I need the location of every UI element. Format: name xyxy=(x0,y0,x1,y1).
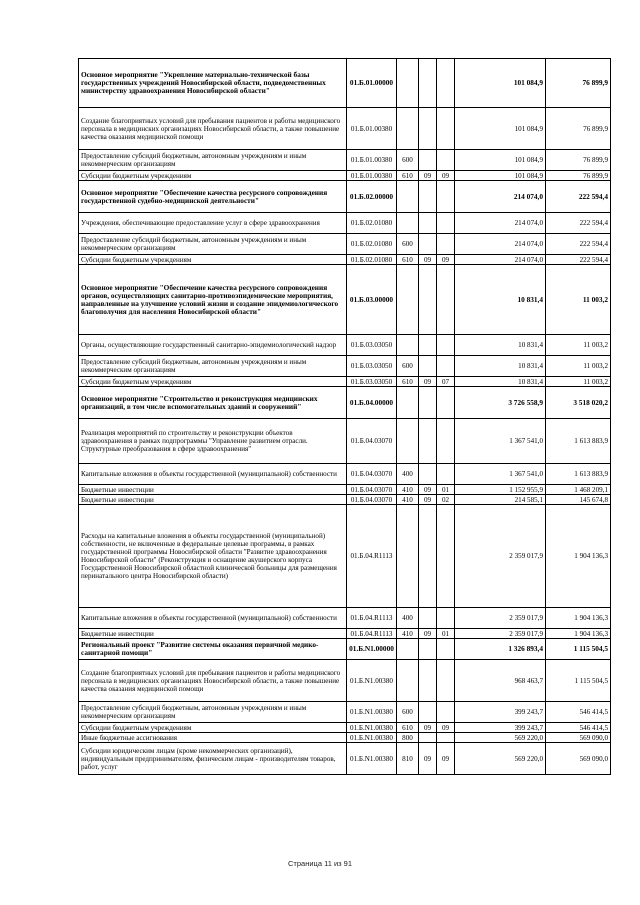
expense-type-cell xyxy=(397,181,419,213)
expense-type-cell xyxy=(397,59,419,108)
expense-type-cell: 600 xyxy=(397,150,419,171)
amount-year-1-cell: 214 074,0 xyxy=(455,181,546,213)
amount-year-1-cell: 3 726 558,9 xyxy=(455,387,546,419)
amount-year-2-cell: 11 003,2 xyxy=(546,356,611,377)
row-name-cell: Основное мероприятие "Обеспечение качества ресурсного сопровождения государственной судебно-медицинской деятельности" xyxy=(79,181,347,213)
subsection-cell xyxy=(437,505,455,608)
expense-type-cell xyxy=(397,419,419,464)
budget-table xyxy=(78,58,611,775)
section-cell: 09 xyxy=(419,723,437,733)
expense-type-cell xyxy=(397,660,419,702)
expense-type-cell xyxy=(397,639,419,660)
amount-year-1-cell: 101 084,9 xyxy=(455,108,546,150)
amount-year-1-cell: 101 084,9 xyxy=(455,150,546,171)
subsection-cell: 02 xyxy=(437,495,455,505)
subsection-cell xyxy=(437,702,455,723)
target-code-cell: 01.Б.N1.00380 xyxy=(347,743,397,775)
section-cell xyxy=(419,59,437,108)
subsection-cell xyxy=(437,234,455,255)
expense-type-cell: 610 xyxy=(397,255,419,265)
expense-type-cell xyxy=(397,213,419,234)
table-row xyxy=(79,59,611,108)
amount-year-2-cell: 76 899,9 xyxy=(546,150,611,171)
target-code-cell: 01.Б.02.01080 xyxy=(347,213,397,234)
subsection-cell: 09 xyxy=(437,723,455,733)
section-cell xyxy=(419,419,437,464)
subsection-cell xyxy=(437,59,455,108)
subsection-cell xyxy=(437,660,455,702)
section-cell xyxy=(419,108,437,150)
amount-year-1-cell: 214 074,0 xyxy=(455,213,546,234)
subsection-cell xyxy=(437,150,455,171)
table-row xyxy=(79,702,611,723)
subsection-cell xyxy=(437,213,455,234)
expense-type-cell: 600 xyxy=(397,234,419,255)
table-row xyxy=(79,255,611,265)
subsection-cell xyxy=(437,419,455,464)
amount-year-1-cell: 1 367 541,0 xyxy=(455,419,546,464)
table-row xyxy=(79,108,611,150)
row-name-cell: Основное мероприятие "Строительство и реконструкция медицинских организаций, в том числе вспомогательных зданий и сооружений" xyxy=(79,387,347,419)
section-cell xyxy=(419,733,437,743)
amount-year-2-cell: 1 613 883,9 xyxy=(546,419,611,464)
section-cell: 09 xyxy=(419,377,437,387)
target-code-cell: 01.Б.01.00380 xyxy=(347,150,397,171)
row-name-cell: Субсидии бюджетным учреждениям xyxy=(79,723,347,733)
target-code-cell: 01.Б.04.03070 xyxy=(347,495,397,505)
target-code-cell: 01.Б.04.00000 xyxy=(347,387,397,419)
table-row xyxy=(79,495,611,505)
expense-type-cell: 410 xyxy=(397,485,419,495)
target-code-cell: 01.Б.04.R1113 xyxy=(347,505,397,608)
expense-type-cell: 610 xyxy=(397,377,419,387)
subsection-cell xyxy=(437,464,455,485)
amount-year-2-cell: 1 613 883,9 xyxy=(546,464,611,485)
section-cell xyxy=(419,639,437,660)
amount-year-1-cell: 214 074,0 xyxy=(455,234,546,255)
table-row xyxy=(79,181,611,213)
row-name-cell: Региональный проект "Развитие системы оказания первичной медико-санитарной помощи" xyxy=(79,639,347,660)
section-cell xyxy=(419,356,437,377)
subsection-cell xyxy=(437,356,455,377)
section-cell xyxy=(419,335,437,356)
table-row xyxy=(79,485,611,495)
amount-year-1-cell: 1 326 893,4 xyxy=(455,639,546,660)
expense-type-cell: 610 xyxy=(397,171,419,181)
expense-type-cell xyxy=(397,265,419,335)
amount-year-1-cell: 10 831,4 xyxy=(455,335,546,356)
amount-year-2-cell: 76 899,9 xyxy=(546,59,611,108)
section-cell xyxy=(419,234,437,255)
section-cell xyxy=(419,213,437,234)
section-cell xyxy=(419,265,437,335)
amount-year-2-cell: 3 518 020,2 xyxy=(546,387,611,419)
amount-year-2-cell: 1 115 504,5 xyxy=(546,660,611,702)
row-name-cell: Предоставление субсидий бюджетным, автономным учреждениям и иным некоммерческим организациям xyxy=(79,234,347,255)
amount-year-1-cell: 10 831,4 xyxy=(455,356,546,377)
target-code-cell: 01.Б.N1.00380 xyxy=(347,733,397,743)
amount-year-2-cell: 11 003,2 xyxy=(546,265,611,335)
target-code-cell: 01.Б.01.00380 xyxy=(347,171,397,181)
target-code-cell: 01.Б.02.01080 xyxy=(347,255,397,265)
amount-year-2-cell: 76 899,9 xyxy=(546,108,611,150)
section-cell xyxy=(419,660,437,702)
row-name-cell: Основное мероприятие "Обеспечение качества ресурсного сопровождения органов, осуществляющих санитарно-противоэпидемические мероприятия, направленные на улучшение условий жизни и создание эпидемиологического благополучия для населения Новосибирской области" xyxy=(79,265,347,335)
amount-year-1-cell: 2 359 017,9 xyxy=(455,629,546,639)
row-name-cell: Субсидии бюджетным учреждениям xyxy=(79,255,347,265)
row-name-cell: Основное мероприятие "Укрепление материально-технической базы государственных учреждений Новосибирской области, подведомственных министерству здравоохранения Новосибирской области" xyxy=(79,59,347,108)
expense-type-cell: 600 xyxy=(397,702,419,723)
table-row xyxy=(79,150,611,171)
amount-year-1-cell: 1 152 955,9 xyxy=(455,485,546,495)
table-row xyxy=(79,356,611,377)
section-cell: 09 xyxy=(419,743,437,775)
expense-type-cell xyxy=(397,108,419,150)
section-cell xyxy=(419,387,437,419)
table-row xyxy=(79,629,611,639)
table-row xyxy=(79,733,611,743)
target-code-cell: 01.Б.04.R1113 xyxy=(347,608,397,629)
expense-type-cell xyxy=(397,335,419,356)
expense-type-cell: 800 xyxy=(397,733,419,743)
expense-type-cell xyxy=(397,387,419,419)
subsection-cell xyxy=(437,608,455,629)
target-code-cell: 01.Б.03.03050 xyxy=(347,356,397,377)
subsection-cell xyxy=(437,335,455,356)
amount-year-1-cell: 2 359 017,9 xyxy=(455,608,546,629)
row-name-cell: Капитальные вложения в объекты государственной (муниципальной) собственности xyxy=(79,464,347,485)
target-code-cell: 01.Б.N1.00380 xyxy=(347,660,397,702)
section-cell xyxy=(419,464,437,485)
subsection-cell: 09 xyxy=(437,255,455,265)
expense-type-cell: 810 xyxy=(397,743,419,775)
amount-year-2-cell: 11 003,2 xyxy=(546,335,611,356)
target-code-cell: 01.Б.03.00000 xyxy=(347,265,397,335)
expense-type-cell: 400 xyxy=(397,608,419,629)
amount-year-2-cell: 1 904 136,3 xyxy=(546,505,611,608)
section-cell: 09 xyxy=(419,171,437,181)
table-row xyxy=(79,723,611,733)
row-name-cell: Предоставление субсидий бюджетным, автономным учреждениям и иным некоммерческим организациям xyxy=(79,702,347,723)
target-code-cell: 01.Б.02.00000 xyxy=(347,181,397,213)
expense-type-cell: 400 xyxy=(397,464,419,485)
target-code-cell: 01.Б.N1.00380 xyxy=(347,723,397,733)
amount-year-2-cell: 569 090,0 xyxy=(546,743,611,775)
page-number: Страница 11 из 91 xyxy=(288,859,352,868)
amount-year-1-cell: 569 220,0 xyxy=(455,733,546,743)
amount-year-2-cell: 1 904 136,3 xyxy=(546,608,611,629)
row-name-cell: Учреждения, обеспечивающие предоставление услуг в сфере здравоохранения xyxy=(79,213,347,234)
table-row xyxy=(79,505,611,608)
table-row xyxy=(79,608,611,629)
expense-type-cell: 600 xyxy=(397,356,419,377)
target-code-cell: 01.Б.04.03070 xyxy=(347,464,397,485)
amount-year-1-cell: 101 084,9 xyxy=(455,171,546,181)
row-name-cell: Реализация мероприятий по строительству и реконструкции объектов здравоохранения в рамках подпрограммы "Управление развитием отрасли. Структурные преобразования в сфере здравоохранения" xyxy=(79,419,347,464)
table-row xyxy=(79,377,611,387)
amount-year-1-cell: 214 074,0 xyxy=(455,255,546,265)
row-name-cell: Субсидии юридическим лицам (кроме некоммерческих организаций), индивидуальным предпринимателям, физическим лицам - производителям товаров, работ, услуг xyxy=(79,743,347,775)
amount-year-1-cell: 10 831,4 xyxy=(455,377,546,387)
table-row xyxy=(79,419,611,464)
expense-type-cell: 610 xyxy=(397,723,419,733)
section-cell xyxy=(419,702,437,723)
amount-year-2-cell: 569 090,0 xyxy=(546,733,611,743)
row-name-cell: Бюджетные инвестиции xyxy=(79,485,347,495)
section-cell xyxy=(419,181,437,213)
expense-type-cell: 410 xyxy=(397,629,419,639)
target-code-cell: 01.Б.04.03070 xyxy=(347,419,397,464)
amount-year-2-cell: 1 115 504,5 xyxy=(546,639,611,660)
row-name-cell: Субсидии бюджетным учреждениям xyxy=(79,171,347,181)
subsection-cell: 09 xyxy=(437,171,455,181)
expense-type-cell: 410 xyxy=(397,495,419,505)
subsection-cell xyxy=(437,108,455,150)
table-row xyxy=(79,743,611,775)
table-row xyxy=(79,660,611,702)
amount-year-2-cell: 546 414,5 xyxy=(546,723,611,733)
budget-table-body xyxy=(79,59,611,775)
target-code-cell: 01.Б.01.00380 xyxy=(347,108,397,150)
table-row xyxy=(79,464,611,485)
target-code-cell: 01.Б.01.00000 xyxy=(347,59,397,108)
row-name-cell: Бюджетные инвестиции xyxy=(79,495,347,505)
target-code-cell: 01.Б.02.01080 xyxy=(347,234,397,255)
subsection-cell xyxy=(437,639,455,660)
row-name-cell: Капитальные вложения в объекты государственной (муниципальной) собственности xyxy=(79,608,347,629)
amount-year-2-cell: 222 594,4 xyxy=(546,213,611,234)
subsection-cell: 01 xyxy=(437,629,455,639)
expense-type-cell xyxy=(397,505,419,608)
table-row xyxy=(79,265,611,335)
row-name-cell: Создание благоприятных условий для пребывания пациентов и работы медицинского персонала в медицинских организациях Новосибирской области, а также повышение качества оказания медицинской помощи xyxy=(79,108,347,150)
amount-year-1-cell: 2 359 017,9 xyxy=(455,505,546,608)
row-name-cell: Предоставление субсидий бюджетным, автономным учреждениям и иным некоммерческим организациям xyxy=(79,356,347,377)
subsection-cell xyxy=(437,181,455,213)
section-cell: 09 xyxy=(419,495,437,505)
subsection-cell xyxy=(437,265,455,335)
amount-year-1-cell: 214 585,1 xyxy=(455,495,546,505)
table-row xyxy=(79,639,611,660)
table-row xyxy=(79,335,611,356)
subsection-cell: 09 xyxy=(437,743,455,775)
amount-year-2-cell: 222 594,4 xyxy=(546,234,611,255)
amount-year-1-cell: 569 220,0 xyxy=(455,743,546,775)
section-cell: 09 xyxy=(419,255,437,265)
amount-year-1-cell: 1 367 541,0 xyxy=(455,464,546,485)
amount-year-1-cell: 968 463,7 xyxy=(455,660,546,702)
subsection-cell: 01 xyxy=(437,485,455,495)
target-code-cell: 01.Б.03.03050 xyxy=(347,377,397,387)
table-row xyxy=(79,171,611,181)
subsection-cell: 07 xyxy=(437,377,455,387)
row-name-cell: Расходы на капитальные вложения в объекты государственной (муниципальной) собственности, не включенные в федеральные целевые программы, в рамках государственной программы Новосибирской области "Развитие здравоохранения Новосибирской области" (Реконструкция и оснащение акушерского корпуса Государственной Новосибирской областной клинической больницы для размещения перинатального центра Новосибирской области) xyxy=(79,505,347,608)
section-cell: 09 xyxy=(419,485,437,495)
table-row xyxy=(79,234,611,255)
amount-year-1-cell: 399 243,7 xyxy=(455,702,546,723)
subsection-cell xyxy=(437,733,455,743)
amount-year-2-cell: 1 468 209,1 xyxy=(546,485,611,495)
row-name-cell: Иные бюджетные ассигнования xyxy=(79,733,347,743)
row-name-cell: Субсидии бюджетным учреждениям xyxy=(79,377,347,387)
table-row xyxy=(79,387,611,419)
table-row xyxy=(79,213,611,234)
amount-year-2-cell: 1 904 136,3 xyxy=(546,629,611,639)
amount-year-1-cell: 10 831,4 xyxy=(455,265,546,335)
amount-year-1-cell: 101 084,9 xyxy=(455,59,546,108)
target-code-cell: 01.Б.04.R1113 xyxy=(347,629,397,639)
target-code-cell: 01.Б.N1.00380 xyxy=(347,702,397,723)
target-code-cell: 01.Б.N1.00000 xyxy=(347,639,397,660)
row-name-cell: Органы, осуществляющие государственный санитарно-эпидемиологический надзор xyxy=(79,335,347,356)
section-cell xyxy=(419,505,437,608)
amount-year-2-cell: 76 899,9 xyxy=(546,171,611,181)
section-cell: 09 xyxy=(419,629,437,639)
amount-year-2-cell: 546 414,5 xyxy=(546,702,611,723)
amount-year-2-cell: 11 003,2 xyxy=(546,377,611,387)
amount-year-2-cell: 222 594,4 xyxy=(546,181,611,213)
target-code-cell: 01.Б.03.03050 xyxy=(347,335,397,356)
amount-year-2-cell: 145 674,8 xyxy=(546,495,611,505)
target-code-cell: 01.Б.04.03070 xyxy=(347,485,397,495)
amount-year-2-cell: 222 594,4 xyxy=(546,255,611,265)
row-name-cell: Бюджетные инвестиции xyxy=(79,629,347,639)
amount-year-1-cell: 399 243,7 xyxy=(455,723,546,733)
subsection-cell xyxy=(437,387,455,419)
section-cell xyxy=(419,608,437,629)
row-name-cell: Предоставление субсидий бюджетным, автономным учреждениям и иным некоммерческим организациям xyxy=(79,150,347,171)
row-name-cell: Создание благоприятных условий для пребывания пациентов и работы медицинского персонала в медицинских организациях Новосибирской области, а также повышение качества оказания медицинской помощи xyxy=(79,660,347,702)
section-cell xyxy=(419,150,437,171)
